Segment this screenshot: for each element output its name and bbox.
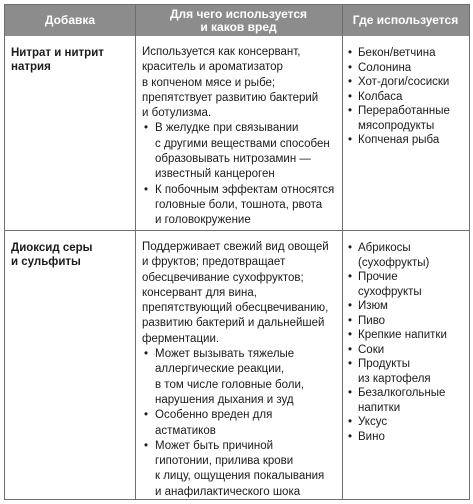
list-item: • Бекон/ветчина	[347, 46, 467, 61]
list-item: • Абрикосы (сухофрукты)	[347, 241, 467, 270]
usage-intro: Используется как консервант, краситель и ароматизатор в копченом мясе и рыбе; препятствует развитию бактерий и ботулизма.	[142, 46, 319, 120]
usage-intro: Поддерживает свежий вид овощей и фруктов; предотвращает обесцвечивание сухофруктов; консервант для вина, препятствующий обесцвечиванию, развитию бактерий и дальнейшей ферментации.	[142, 241, 329, 345]
usage-bullet: • В желудке при связывании с другими веществами способен образовывать нитрозамин — известный канцероген	[142, 121, 338, 182]
usage-description	[142, 240, 338, 500]
header-where-label: Где используется	[352, 13, 459, 27]
list-item: • Солонина	[347, 61, 467, 76]
list-item: • Пиво	[347, 314, 467, 329]
where-used-list	[347, 241, 467, 444]
usage-bullet: • Может быть причиной гипотонии, прилива крови к лицу, ощущения покалывания и анафилактического шока	[142, 439, 338, 500]
header-usage	[135, 5, 342, 36]
list-item: • Крепкие напитки	[347, 328, 467, 343]
additive-name: Диоксид серы и сульфиты	[11, 242, 93, 268]
list-item: • Изюм	[347, 299, 467, 314]
list-item: • Соки	[347, 343, 467, 358]
additive-name: Нитрат и нитрит натрия	[11, 47, 104, 73]
table-header	[5, 5, 469, 36]
additives-table	[4, 4, 470, 500]
list-item: • Уксус	[347, 415, 467, 430]
usage-bullet: • Может вызывать тяжелые аллергические реакции, в том числе головные боли, нарушения дыхания и зуд	[142, 347, 338, 408]
list-item: • Колбаса	[347, 90, 467, 105]
list-item: • Переработанные мясопродукты	[347, 104, 467, 133]
header-additive	[5, 5, 135, 36]
list-item: • Прочие сухофрукты	[347, 270, 467, 299]
header-additive-label: Добавка	[44, 13, 96, 27]
list-item: • Безалкогольные напитки	[347, 386, 467, 415]
list-item: • Копченая рыба	[347, 133, 467, 148]
table-row	[5, 36, 469, 230]
usage-description	[142, 45, 338, 229]
usage-bullet: • Особенно вреден для астматиков	[142, 408, 338, 439]
usage-bullet: • К побочным эффектам относятся головные боли, тошнота, рвота и головокружение	[142, 183, 338, 229]
list-item: • Хот-доги/сосиски	[347, 75, 467, 90]
list-item: • Вино	[347, 430, 467, 445]
where-used-list	[347, 46, 467, 148]
table-row	[5, 231, 469, 499]
header-where	[342, 5, 469, 36]
header-usage-label: Для чего используется и каков вред	[169, 6, 308, 34]
list-item: • Продукты из картофеля	[347, 357, 467, 386]
